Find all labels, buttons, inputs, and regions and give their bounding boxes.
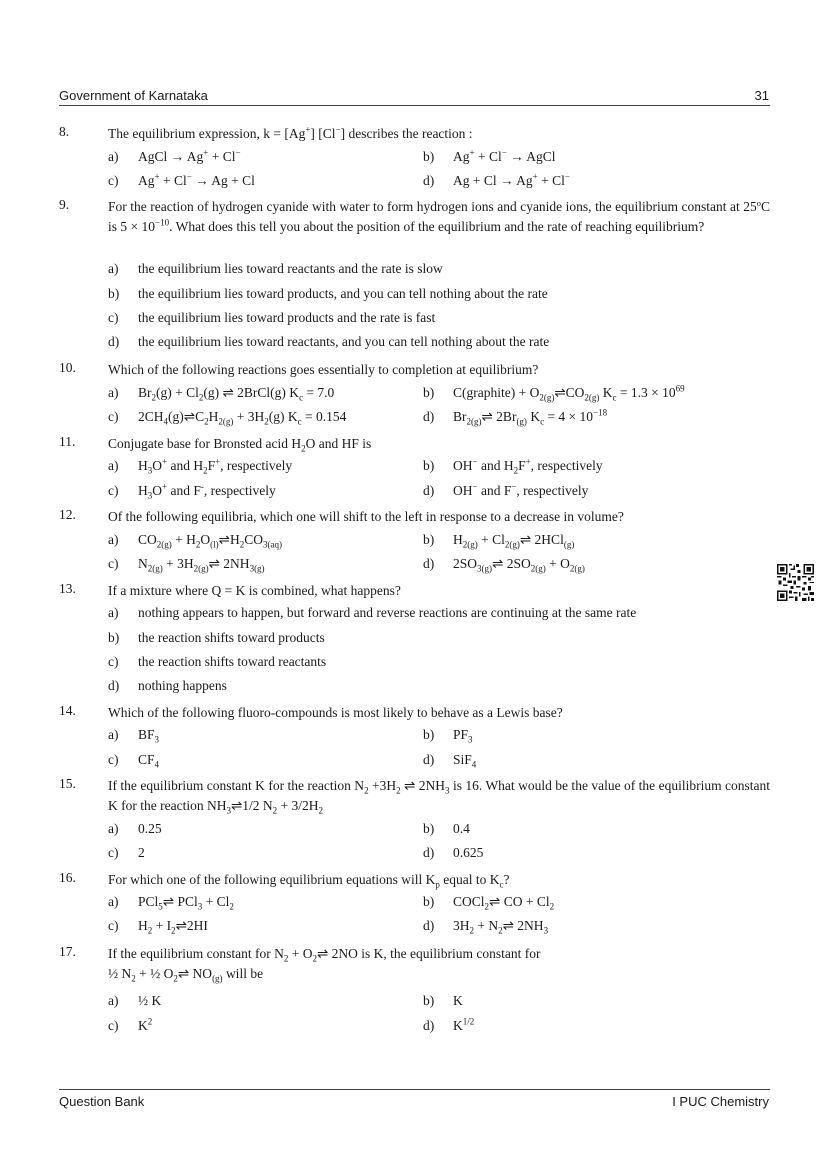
question-number: 17. <box>59 944 76 959</box>
question-9: 9. For the reaction of hydrogen cyanide with water to form hydrogen ions and cyanide ions, the equilibrium constant at 25ºC is $5 \times 10^{-10}$. What does this tell you about the position of the equilibrium and the rate of reaching equilibrium? a) the equilibrium lies toward reactants and the rate is slow b) the equilibrium lies toward products, and you can tell nothing about the rate c) the equilibrium lies toward products and the rate is fast d) the equilibrium lies toward reactants, and you can tell nothing about the rate <box>59 197 770 349</box>
page-number: 31 <box>754 88 769 103</box>
footer-right: I PUC Chemistry <box>672 1094 769 1109</box>
question-13: 13. If a mixture where Q = K is combined, what happens? a) nothing appears to happen, but forward and reverse reactions are continuing at the same rate b) the reaction shifts toward products c) the reaction shifts toward reactants d) nothing happens <box>59 581 770 696</box>
question-number: 14. <box>59 703 76 718</box>
question-text: If the equilibrium constant for $N_2$ + $O_2\rightleftharpoons$ 2NO is K, the equilibrium constant for ½ $N_2$ + ½ $O_2\rightleftharpoons$ $NO_{(g)}$ will be <box>108 946 541 984</box>
question-16: 16. For which one of the following equilibrium equations will $K_p$ equal to $K_c$? a) PCl$_5$⇌ $PCl_3 + Cl_2$ b) COCl$_2$⇌ CO + $Cl_2$ c) $H_2$ + $I_2\rightleftharpoons 2HI$ d) $3H_2$ + $N_2\rightleftharpoons$ $2NH_3$ <box>59 870 770 940</box>
page-header <box>59 87 770 106</box>
question-number: 9. <box>59 197 70 212</box>
question-number: 15. <box>59 776 76 791</box>
question-text: For which one of the following equilibrium equations will $K_p$ equal to $K_c$? <box>108 872 510 890</box>
question-number: 13. <box>59 581 76 596</box>
question-12: 12. Of the following equilibria, which one will shift to the left in response to a decrease in volume? a) $CO_{2(g)}$ + $H_2O_{(l)}\rightleftharpoons H_2CO_{3(aq)}$ b) $H_{2(g)}$ + $Cl_{2(g)}\rightleftharpoons$ 2HCl$_{(g)}$ c) $N_{2(g)}$ + $3H_{2(g)}\rightleftharpoons$ $2NH_{3(g)}$ d) $2SO_{3(g)}\rightleftharpoons$ $2SO_{2(g)} + O_{2(g)}$ <box>59 507 770 577</box>
question-14: 14. Which of the following fluoro-compounds is most likely to behave as a Lewis base? a) $BF_3$ b) $PF_3$ c) $CF_4$ d) SiF$_4$ <box>59 703 770 773</box>
question-text: Which of the following fluoro-compounds is most likely to behave as a Lewis base? <box>108 705 563 720</box>
question-number: 11. <box>59 434 76 449</box>
question-text: The equilibrium expression, k = [Ag+] [Cl−] describes the reaction : <box>108 124 473 141</box>
question-text: If the equilibrium constant K for the reaction $N_2 +3H_2$ ⇌ $2NH_3$ is 16. What would be the value of the equilibrium constant K for the reaction $NH_3\rightleftharpoons 1/2$ $N_2 + 3/2H_2$ <box>108 778 771 816</box>
question-17: 17. If the equilibrium constant for $N_2$ + $O_2\rightleftharpoons$ 2NO is K, the equilibrium constant for ½ $N_2$ + ½ $O_2\rightleftharpoons$ $NO_{(g)}$ will be a) ½ K b) K c) $K^2$ d) $K^{1/2}$ <box>59 944 770 1044</box>
question-11: 11. Conjugate base for Bronsted acid $H_2O$ and HF is a) $H_3O^+$ and $H_2F^+$, respectively b) OH− and $H_2F^+$, respectively c) $H_3O^+$ and F-, respectively d) OH− and F−, respectively <box>59 434 770 504</box>
question-text: Which of the following reactions goes essentially to completion at equilibrium? <box>108 362 539 377</box>
question-15: 15. If the equilibrium constant K for the reaction $N_2 +3H_2$ ⇌ $2NH_3$ is 16. What would be the value of the equilibrium constant K for the reaction $NH_3\rightleftharpoons 1/2$ $N_2 + 3/2H_2$ a) 0.25 b) 0.4 c) 2 d) 0.625 <box>59 776 771 860</box>
question-8: 8. The equilibrium expression, k = [Ag+] [Cl−] describes the reaction : a) AgCl → Ag+ + Cl− b) Ag+ + Cl− → AgCl c) Ag+ + Cl− → Ag + Cl d) Ag + Cl → Ag+ + Cl− <box>59 124 770 194</box>
page-footer <box>59 1089 770 1110</box>
qr-code <box>777 564 814 601</box>
question-text: If a mixture where Q = K is combined, what happens? <box>108 583 401 598</box>
question-number: 8. <box>59 124 70 139</box>
footer-left: Question Bank <box>59 1094 145 1109</box>
question-10: 10. Which of the following reactions goes essentially to completion at equilibrium? a) $Br_2(g) + Cl_2(g)$ ⇌ 2BrCl(g) $K_c = 7.0$ b) C(graphite) + $O_{2(g)}\rightleftharpoons CO_{2(g)}$ $K_c = 1.3 \times 10^{69}$ c) $2CH_4(g)\rightleftharpoons C_2H_{2(g)} + 3H_2(g) K_c = 0.154$ d) $Br_{2(g)}\rightleftharpoons$ $2Br_{(g)}$ $K_c = 4 \times 10^{-18}$ <box>59 360 770 430</box>
question-number: 10. <box>59 360 76 375</box>
question-number: 16. <box>59 870 76 885</box>
question-text: Of the following equilibria, which one will shift to the left in response to a decrease in volume? <box>108 509 624 524</box>
question-number: 12. <box>59 507 76 522</box>
header-title: Government of Karnataka <box>59 88 208 103</box>
question-text: Conjugate base for Bronsted acid $H_2O$ and HF is <box>108 436 372 454</box>
question-text: For the reaction of hydrogen cyanide with water to form hydrogen ions and cyanide ions, the equilibrium constant at 25ºC is $5 \times 10^{-10}$. What does this tell you about the position of the equilibrium and the rate of reaching equilibrium? <box>108 199 770 234</box>
